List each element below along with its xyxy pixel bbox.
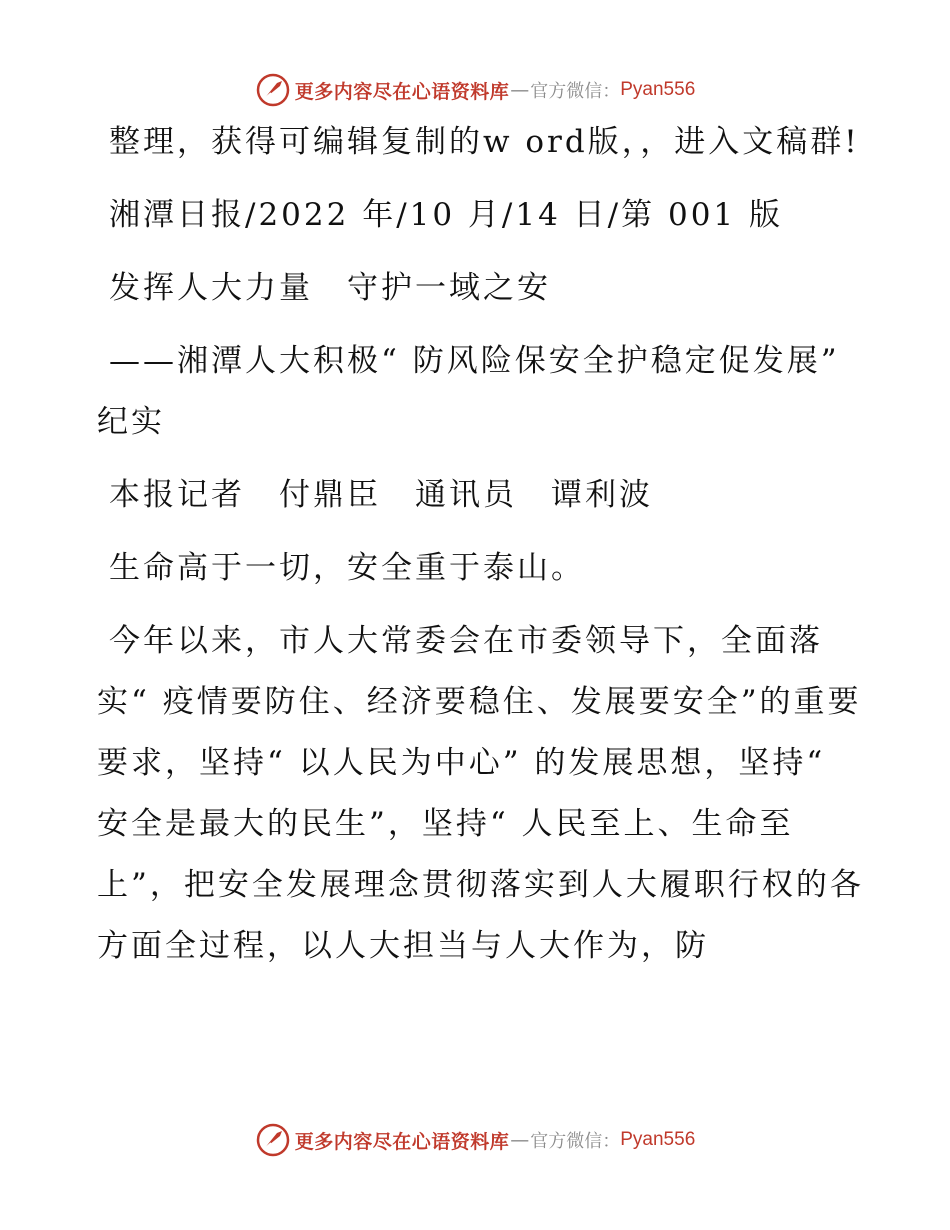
header-banner: [0, 70, 950, 110]
banner-wechat-id: Pyan556: [620, 1129, 696, 1150]
banner-official-label: 官方微信：: [530, 1131, 621, 1152]
quill-logo-icon: [255, 1122, 291, 1158]
footer-banner: [0, 1120, 950, 1160]
article-title: 发挥人大力量 守护一域之安: [109, 270, 551, 306]
byline: 本报记者 付鼎臣 通讯员 谭利波: [109, 477, 653, 513]
document-body: [97, 112, 867, 989]
banner-official-label: 官方微信：: [530, 81, 621, 102]
banner-wechat-id: Pyan556: [620, 79, 696, 100]
banner-site-text: 更多内容尽在心语资料库: [294, 1130, 510, 1153]
banner-dash: —: [510, 1129, 530, 1151]
article-subtitle: ——湘潭人大积极“ 防风险保安全护稳定促发展” 纪实: [97, 343, 840, 440]
source-line: 湘潭日报/2022 年/10 月/14 日/第 001 版: [109, 197, 784, 233]
banner-site-text: 更多内容尽在心语资料库: [294, 80, 510, 103]
lead-paragraph: 生命高于一切，安全重于泰山。: [109, 550, 585, 586]
banner-dash: —: [510, 79, 530, 101]
quill-logo-icon: [255, 72, 291, 108]
intro-paragraph: 整理，获得可编辑复制的w ord版，，进入文稿群!: [109, 124, 860, 160]
body-paragraph: 今年以来，市人大常委会在市委领导下，全面落实“ 疫情要防住、经济要稳住、发展要安全”的重要要求，坚持“ 以人民为中心” 的发展思想，坚持“ 安全是最大的民生”，坚持“ 人民至上、生命至上”，把安全发展理念贯彻落实到人大履职行权的各方面全过程，以人大担当与人大作为，防: [97, 623, 864, 964]
